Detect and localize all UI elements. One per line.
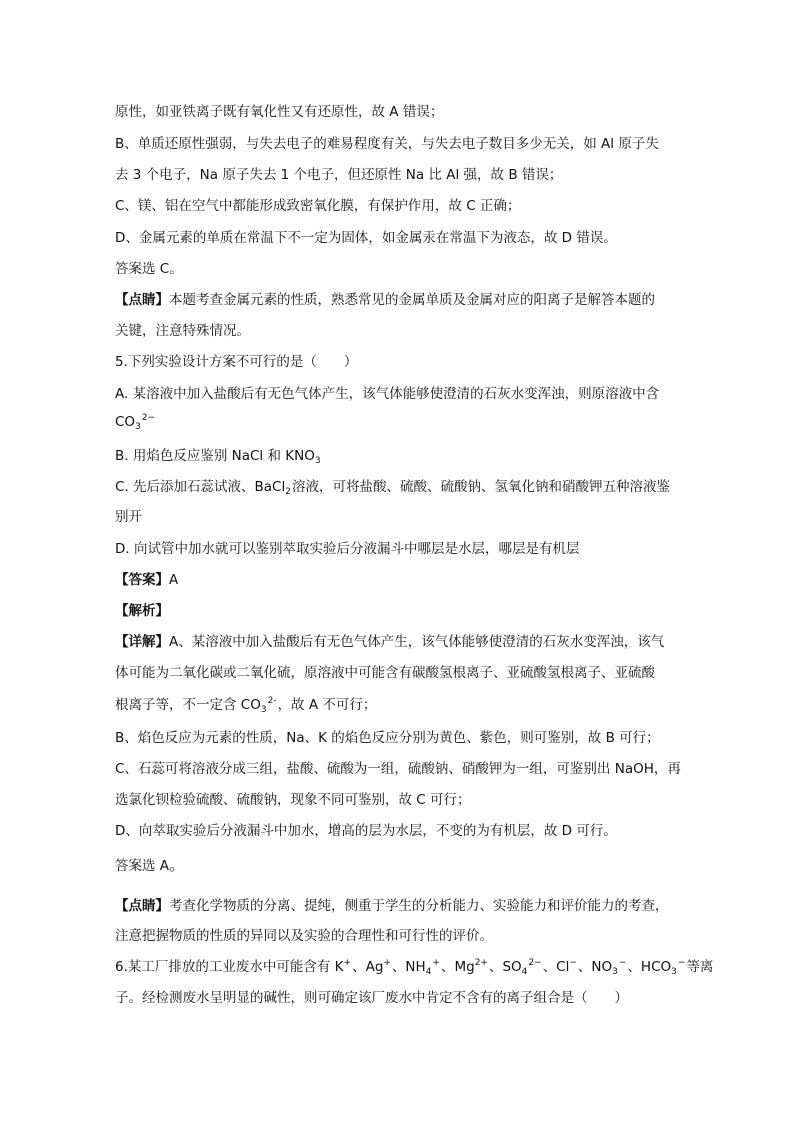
line-text: 、NO xyxy=(577,959,613,975)
subscript: 3 xyxy=(314,456,321,466)
line-text: A、某溶液中加入盐酸后有无色气体产生，该气体能够使澄清的石灰水变浑浊，该气 xyxy=(169,634,665,650)
line-text: A. 某溶液中加入盐酸后有无色气体产生，该气体能够使澄清的石灰水变浑浊，则原溶液中含 xyxy=(115,386,660,402)
line-text: D、金属元素的单质在常温下不一定为固体，如金属汞在常温下为液态，故 D 错误。 xyxy=(115,230,617,246)
subscript: 3 xyxy=(260,705,267,715)
text-line xyxy=(115,196,685,216)
line-text: 、Ag xyxy=(352,959,384,975)
superscript: + xyxy=(383,958,391,968)
text-line xyxy=(115,695,685,717)
line-text: 注意把握物质的性质的异同以及实验的合理性和可行性的评价。 xyxy=(115,928,493,944)
section-tag: 【详解】 xyxy=(115,634,169,650)
line-text: 原性，如亚铁离子既有氧化性又有还原性，故 A 错误； xyxy=(115,104,444,120)
superscript: − xyxy=(569,958,577,968)
superscript: + xyxy=(432,958,440,968)
option-d xyxy=(115,539,685,559)
line-text: 关键，注意特殊情况。 xyxy=(115,323,250,339)
text-line xyxy=(115,321,685,341)
superscript: 2- xyxy=(267,696,277,706)
line-text: 、NH xyxy=(391,959,426,975)
line-text: ，故 A 不可行； xyxy=(277,697,377,713)
question-title xyxy=(115,957,714,979)
line-text: D. 向试管中加水就可以鉴别萃取实验后分液漏斗中哪层是水层，哪层是有机层 xyxy=(115,541,580,557)
text-line xyxy=(115,896,685,916)
text-line xyxy=(115,228,685,248)
line-text: 6.某工厂排放的工业废水中可能含有 K xyxy=(115,959,344,975)
line-text: B、焰色反应为元素的性质，Na、K 的焰色反应分别为黄色、紫色，则可鉴别，故 B 可行； xyxy=(115,730,660,746)
line-text: 选氯化钡检验硫酸、硫酸钠，现象不同可鉴别，故 C 可行； xyxy=(115,792,471,808)
text-line xyxy=(115,165,685,185)
line-text: 答案选 A xyxy=(115,858,170,874)
formula-text: CO xyxy=(115,414,136,430)
section-tag: 【答案】 xyxy=(115,572,169,588)
superscript: + xyxy=(343,958,352,968)
line-text: C、镁、铝在空气中都能形成致密氧化膜，有保护作用，故 C 正确； xyxy=(115,198,521,214)
line-text: 溶液，可将盐酸、硫酸、硫酸钠、氢氧化钠和硝酸钾五种溶液鉴 xyxy=(291,479,670,495)
line-text: 子。经检测废水呈明显的碱性，则可确定该厂废水中肯定不含有的离子组合是（ ） xyxy=(115,990,628,1006)
text-line xyxy=(115,102,685,122)
line-text: 5.下列实验设计方案不可行的是（ ） xyxy=(115,354,358,370)
option-a xyxy=(115,384,685,404)
option-b xyxy=(115,446,685,468)
section-tag: 【点睛】 xyxy=(115,898,169,914)
line-text: 本题考查金属元素的性质，熟悉常见的金属单质及金属对应的阳离子是解答本题的 xyxy=(169,292,655,308)
line-text: 等离 xyxy=(686,959,714,975)
analysis-heading xyxy=(115,601,685,621)
text-line xyxy=(115,259,685,279)
line-text: 、SO xyxy=(488,959,522,975)
text-line xyxy=(115,507,685,527)
section-tag: 【解析】 xyxy=(115,603,169,619)
subscript: 3 xyxy=(671,967,677,977)
line-text: 根离子等，不一定含 CO xyxy=(115,697,261,713)
subscript: 2 xyxy=(285,487,291,497)
superscript: 2+ xyxy=(474,958,488,968)
line-text: B、单质还原性强弱，与失去电子的难易程度有关，与失去电子数目多少无关，如 Al 原子失 xyxy=(115,136,659,152)
option-c xyxy=(115,477,685,499)
text-line xyxy=(115,728,685,748)
subscript: 4 xyxy=(425,967,432,977)
line-text: 去 3 个电子，Na 原子失去 1 个电子，但还原性 Na 比 Al 强，故 B 错误； xyxy=(115,167,563,183)
text-line xyxy=(115,134,685,154)
line-text: 、HCO xyxy=(627,959,672,975)
subscript: 4 xyxy=(521,967,528,977)
text-line xyxy=(115,821,685,841)
question-title xyxy=(115,352,685,372)
subscript: 3 xyxy=(612,967,618,977)
text-line xyxy=(115,290,685,310)
superscript: − xyxy=(677,958,686,968)
text-line xyxy=(115,790,685,810)
line-text: 、Mg xyxy=(440,959,475,975)
section-tag: 【点睛】 xyxy=(115,292,169,308)
subscript: 3 xyxy=(135,422,141,432)
line-text: 体可能为二氧化碳或二氧化硫，原溶液中可能含有碳酸氢根离子、亚硫酸氢根离子、亚硫酸 xyxy=(115,665,655,681)
text-line xyxy=(115,926,685,946)
line-text: C. 先后添加石蕊试液、BaCl xyxy=(115,479,286,495)
line-text: 考查化学物质的分离、提纯，侧重于学生的分析能力、实验能力和评价能力的考查， xyxy=(169,898,669,914)
line-text: C、石蕊可将溶液分成三组，盐酸、硫酸为一组，硫酸钠、硝酸钾为一组，可鉴别出 NaOH，再 xyxy=(115,761,681,777)
line-text: D、向萃取实验后分液漏斗中加水，增高的层为水层，不变的为有机层，故 D 可行。 xyxy=(115,823,617,839)
line-text: 、Cl xyxy=(542,959,570,975)
text-line xyxy=(115,855,685,876)
answer-line xyxy=(115,570,685,590)
punctuation: 。 xyxy=(169,855,186,874)
superscript: − xyxy=(618,958,627,968)
text-line xyxy=(115,412,685,434)
superscript: 2− xyxy=(528,958,542,968)
line-text: 答案选 C。 xyxy=(115,261,183,277)
superscript: 2− xyxy=(141,413,156,423)
text-line xyxy=(115,663,685,683)
line-text: B. 用焰色反应鉴别 NaCl 和 KNO xyxy=(115,448,315,464)
text-line xyxy=(115,988,685,1008)
text-line xyxy=(115,632,685,652)
line-text: 别开 xyxy=(115,509,142,525)
answer-value: A xyxy=(169,572,179,588)
text-line xyxy=(115,759,685,779)
